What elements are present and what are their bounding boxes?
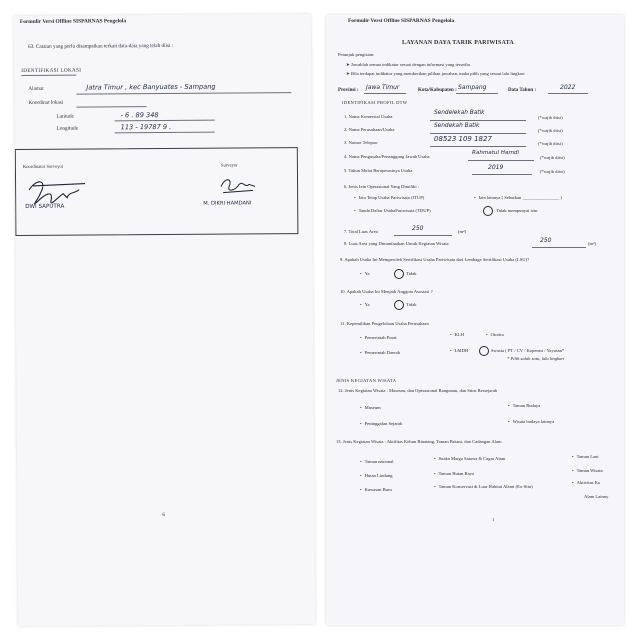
page-title: LAYANAN DAYA TARIK PARIWISATA: [402, 40, 514, 46]
q6-label: 6. Jenis Izin Operasional Yang Dimiliki :: [344, 184, 420, 189]
petunjuk-item: ➤ Jawablah semua indikator sesuai dengan informasi yang tersedia.: [346, 62, 471, 67]
q11-option: • Pemerintah Pusat: [360, 336, 397, 341]
selected-circle: [394, 300, 404, 310]
selected-circle: [394, 269, 404, 279]
q13-option: • Taman nasional: [360, 460, 394, 465]
field-line: [472, 174, 532, 175]
q13-option: • Suaka Marga Satawa & Cagar Alam: [434, 457, 505, 462]
alamat-value: Jatra Timur , kec Banyuates - Sampang: [86, 82, 216, 92]
provinsi-label: Provinsi :: [338, 88, 359, 93]
field-label: 1. Nama Komersial Usaha: [344, 114, 393, 119]
field-value: Sendekah Batik: [434, 123, 480, 129]
page-number: 1: [492, 517, 495, 522]
tahun-data-label: Data Tahun :: [508, 88, 537, 93]
q13-option: Alam Lainny: [584, 494, 609, 499]
petunjuk-label: Petunjuk pengisian:: [338, 52, 375, 57]
right-page: [326, 15, 624, 625]
q7-unit: (m²): [458, 229, 467, 234]
q6-option: • Izin lainnya ( Sebutkan ________________ ): [474, 196, 562, 201]
alamat-line: [76, 92, 291, 95]
q7-value: 250: [412, 225, 424, 232]
q11-note: * Pilih salah satu, lalu lingkari: [507, 356, 565, 361]
field-value: 2019: [488, 164, 504, 171]
q12-label: 12. Jenis Kegiatan Wisata : Museum, dan Operasional Bangunan, dan Situs Bersejarah: [338, 388, 498, 393]
note-label: 63. Catatan yang perlu disampaikan terkait data-data yang telah diisi :: [28, 42, 174, 50]
surveyor-signature: [215, 172, 265, 200]
q13-option: • Taman Hutan Raya: [434, 472, 474, 477]
right-header: Formulir Versi Offline SISPARNAS Pengelola: [348, 18, 455, 24]
q8-label: 8. Luas Area yang Dimanfaatkan Untuk Kegiatan Wisata: [344, 241, 449, 246]
koordinator-label: Koordinator Surveyor: [22, 163, 64, 169]
q6-option: • Tanda Daftar UsahaPariwisata (TDUP): [354, 209, 431, 214]
q6-option: • Izin Tetap Usaha Pariwisata (ITUP): [354, 196, 424, 201]
q10-option: Tidak: [406, 302, 417, 307]
q12-option: • Museum: [360, 406, 381, 411]
q13-option: • Taman Konservasi di Luar Habitat Alami (Ex-Situ): [434, 485, 533, 490]
field-value: 08523 109 1827: [434, 135, 492, 143]
field-note: (*wajib diisi): [538, 128, 563, 133]
q12-option: • Taman Budaya: [508, 404, 540, 409]
tahun-data-line: [548, 93, 588, 94]
q7-label: 7. Total Luas Area: [344, 229, 378, 234]
field-line: [430, 146, 526, 147]
q11-option: • LMDH: [450, 349, 468, 354]
provinsi-line: [364, 93, 406, 94]
selected-circle: [479, 346, 489, 356]
field-label: 4. Nama Pengusaha/Penanggung Jawab Usaha: [344, 154, 430, 159]
longitude-label: Longitude: [56, 125, 79, 132]
surveyor-name: M. DIKRI HAMDANI: [203, 200, 252, 207]
q13-option: • Aktivitas Ka: [572, 481, 600, 486]
field-value: Sendelekah Batik: [434, 110, 485, 116]
jenis-title: JENIS KEGIATAN WISATA: [336, 378, 397, 383]
q9-label: 9. Apakah Usaha Ini Memperoleh Sertifikasi Usaha Pariwisata dari Lembaga Sertifikasi Usaha (LSU)?: [340, 257, 530, 262]
q11-option: • Otorita: [486, 333, 504, 338]
q13-label: 13. Jenis Kegiatan Wisata : Aktifitas Kebun Binatang, Taman Botani, dan Cadangan Alam: [336, 439, 502, 444]
q8-unit: (m²): [588, 241, 597, 246]
field-label: 5. Tahun Mulai Beroperasinya Usaha: [344, 168, 413, 173]
kota-line: [456, 93, 498, 94]
q12-option: • Wisata budaya lainnya: [508, 420, 554, 425]
field-note: (*wajib diisi): [540, 169, 565, 174]
q8-line: [532, 247, 586, 248]
q9-option: • Ya: [360, 272, 370, 277]
q13-option: • Hutan Lindung: [360, 474, 393, 479]
petunjuk-item: ➤ Bila terdapat indikator yang memberikan pilihan jawaban, maka pilih yang sesuai lalu lingkari: [346, 71, 525, 76]
q13-option: • Kawasan Buru: [360, 488, 392, 493]
q6-option: Tidak mempunyai izin: [496, 208, 538, 213]
q11-option: • Pemerintah Daerah: [360, 351, 400, 356]
surveyor-label: Surveyor: [220, 162, 238, 168]
latitude-label: Latitude: [56, 113, 74, 120]
q13-option: • Taman Laut: [572, 455, 599, 460]
kota-label: Kota/Kabupaten :: [418, 88, 457, 93]
q12-option: • Peninggalan Sejarah: [360, 422, 402, 427]
q11-option: • KLH: [450, 333, 464, 338]
field-note: (*wajib diisi): [538, 141, 563, 146]
koordinat-label: Koordinat lokasi: [28, 99, 64, 106]
q13-option: • Taman Wisata: [572, 469, 603, 474]
latitude-value: - 6 . 89 348: [120, 111, 159, 120]
left-page: [14, 14, 315, 626]
profil-title: IDENTIFIKASI PROFIL DTW: [342, 100, 408, 105]
longitude-line: [115, 132, 215, 134]
field-value: Rahmatul Hamdi: [472, 150, 519, 156]
koordinat-line: [77, 106, 147, 107]
q10-option: • Ya: [360, 303, 370, 308]
field-line: [430, 133, 526, 134]
q10-label: 10. Apakah Usaha Ini Menjadi Anggota Asosiasi ?: [340, 289, 433, 294]
divider: [21, 75, 76, 76]
kota-value: Sampang: [458, 84, 487, 91]
latitude-line: [115, 120, 215, 122]
selected-circle: [483, 206, 493, 216]
q9-option: Tidak: [406, 271, 417, 276]
field-line: [430, 120, 526, 121]
field-note: (*wajib diisi): [540, 155, 565, 160]
koordinator-name: DWI SAPUTRA: [25, 203, 65, 210]
alamat-label: Alamat: [28, 85, 44, 92]
section-title: IDENTIFIKASI LOKASI: [21, 67, 82, 74]
q11-label: 11. Kepemilikan Pengelolaan Usaha Perusahaan: [340, 321, 429, 326]
longitude-value: 113 - 19787 9 .: [120, 122, 172, 132]
field-line: [468, 160, 534, 161]
field-label: 2. Nama Perusahaan/Usaha: [344, 127, 395, 132]
field-label: 3. Nomor Telepon: [344, 140, 378, 145]
q11-option: Swasta ( PT / CV / Koperasi / Yayasan*: [491, 348, 565, 353]
field-note: (*wajib diisi): [538, 115, 563, 120]
left-header: Formulir Versi Offline SISPARNAS Pengelola: [19, 18, 127, 26]
q8-value: 250: [540, 237, 552, 244]
provinsi-value: Jawa Timur: [366, 84, 400, 91]
page-number: 6: [162, 512, 165, 519]
tahun-data-value: 2022: [560, 84, 576, 91]
q7-line: [394, 235, 452, 236]
